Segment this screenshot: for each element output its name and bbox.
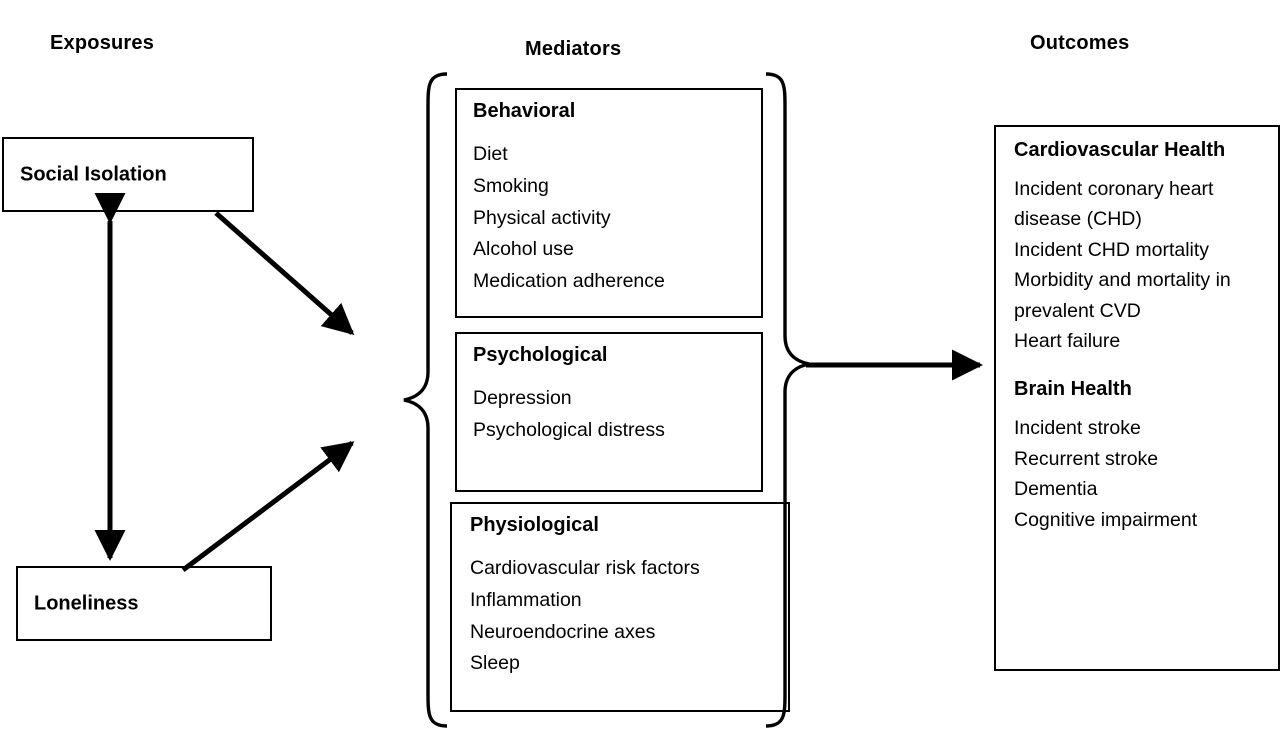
list-item: Recurrent stroke	[1014, 447, 1159, 470]
list-item: Psychological distress	[473, 418, 665, 441]
mediator-box-psychological	[455, 332, 763, 492]
mediator-title-behavioral: Behavioral	[473, 100, 576, 122]
list-item: Smoking	[473, 174, 549, 197]
exposure-box-social-isolation	[2, 137, 254, 212]
list-item: Morbidity and mortality in prevalent CVD	[1014, 269, 1231, 322]
list-item: Dementia	[1014, 478, 1098, 501]
outcome-items-cardiovascular-health	[1014, 174, 1278, 356]
list-item: Neuroendocrine axes	[470, 620, 656, 643]
list-item: Heart failure	[1014, 330, 1121, 353]
arrow-loneliness-to-mediators	[183, 443, 352, 570]
outcome-title-cardiovascular-health: Cardiovascular Health	[1014, 139, 1226, 161]
outcome-title-brain-health: Brain Health	[1014, 378, 1132, 401]
list-item: Inflammation	[470, 588, 582, 611]
list-item: Sleep	[470, 652, 520, 675]
brace-mediators-left	[404, 74, 447, 726]
outcome-items-brain-health	[1014, 413, 1278, 535]
list-item: Cognitive impairment	[1014, 508, 1198, 531]
list-item: Depression	[473, 387, 572, 409]
list-item: Diet	[473, 143, 508, 165]
list-item: Incident CHD mortality	[1014, 238, 1210, 261]
list-item: Physical activity	[473, 206, 611, 229]
arrow-social-isolation-to-mediators	[216, 213, 352, 333]
mediator-title-physiological: Physiological	[470, 514, 599, 536]
outcome-box	[994, 125, 1280, 671]
list-item: Incident coronary heart disease (CHD)	[1014, 178, 1214, 231]
column-title-mediators: Mediators	[525, 38, 622, 60]
exposure-label-social-isolation: Social Isolation	[20, 163, 167, 185]
list-item: Cardiovascular risk factors	[470, 557, 700, 579]
column-title-exposures: Exposures	[50, 32, 155, 54]
list-item: Alcohol use	[473, 238, 574, 261]
mediator-box-physiological	[450, 502, 790, 712]
exposure-box-loneliness	[16, 566, 272, 641]
mediator-items-psychological	[473, 383, 761, 447]
mediator-box-behavioral	[455, 88, 763, 318]
exposure-label-loneliness: Loneliness	[34, 592, 139, 614]
mediator-title-psychological: Psychological	[473, 344, 608, 366]
list-item: Incident stroke	[1014, 417, 1141, 440]
mediator-items-behavioral	[473, 139, 761, 298]
mediator-items-physiological	[470, 553, 788, 680]
list-item: Medication adherence	[473, 270, 665, 293]
column-title-outcomes: Outcomes	[1030, 32, 1130, 54]
